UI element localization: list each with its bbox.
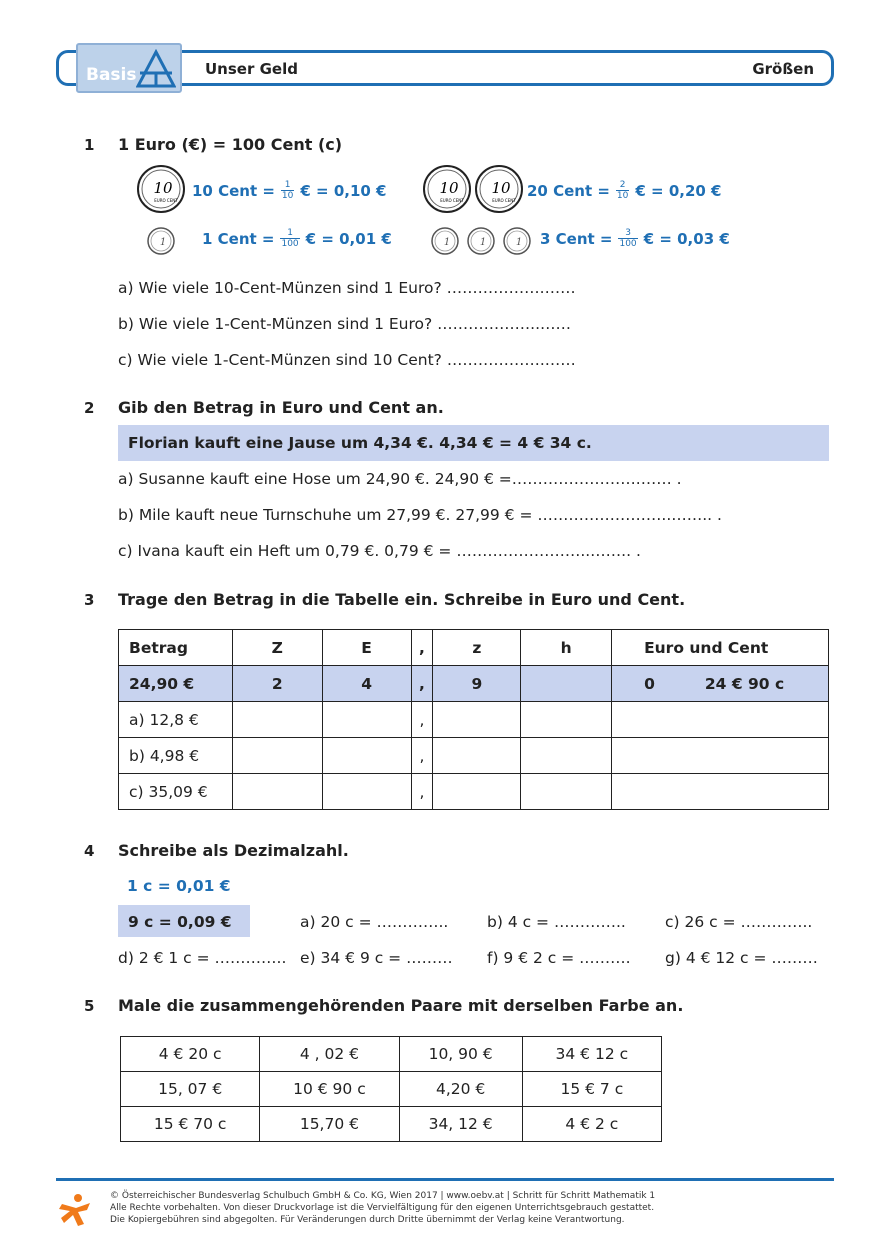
- task4-question-d: d) 2 € 1 c = …………..: [118, 949, 287, 967]
- pair-cell[interactable]: 4 , 02 €: [260, 1037, 399, 1072]
- copyright-line: © Österreichischer Bundesverlag Schulbuch GmbH & Co. KG, Wien 2017 | www.oebv.at | Schritt für Schritt Mathematik 1: [110, 1191, 656, 1201]
- table-row: [121, 1037, 662, 1072]
- copyright-line: Die Kopiergebühren sind abgegolten. Für Veränderungen durch Dritte übernimmt der Verlag keine Verantwortung.: [110, 1215, 625, 1225]
- answer-cell[interactable]: [612, 738, 829, 774]
- table-row: [119, 774, 829, 810]
- equation-1-cent: 1 Cent = $\frac{1}{100}$ € = 0,01 €: [202, 228, 392, 249]
- header-cell: z: [433, 630, 521, 666]
- pair-cell[interactable]: 10 € 90 c: [260, 1072, 399, 1107]
- answer-cell[interactable]: [322, 738, 411, 774]
- svg-text:10: 10: [439, 179, 459, 197]
- place-value-table: [118, 629, 829, 810]
- pair-cell[interactable]: 4 € 20 c: [121, 1037, 260, 1072]
- task-title: Male die zusammengehörenden Paare mit derselben Farbe an.: [118, 996, 684, 1015]
- task-title: Trage den Betrag in die Tabelle ein. Schreibe in Euro und Cent.: [118, 590, 686, 609]
- pair-cell[interactable]: 15 € 70 c: [121, 1107, 260, 1142]
- matching-pairs-table: [120, 1036, 662, 1142]
- logo-text: Basis: [86, 65, 137, 85]
- svg-text:1: 1: [159, 237, 167, 248]
- task-number: 1: [84, 136, 95, 154]
- answer-cell[interactable]: [232, 702, 322, 738]
- task-title: Schreibe als Dezimalzahl.: [118, 841, 349, 860]
- header-cell: Euro und Cent: [612, 630, 829, 666]
- triangle-icon: [136, 49, 176, 89]
- coin-10-cent-icon: [136, 164, 186, 214]
- copyright-line: Alle Rechte vorbehalten. Von dieser Druckvorlage ist die Vervielfältigung für den eigenen Unterrichtsgebrauch gestattet.: [110, 1203, 655, 1213]
- answer-cell[interactable]: [521, 774, 612, 810]
- task2-question-b: b) Mile kauft neue Turnschuhe um 27,99 €. 27,99 € = ……………………..…….. .: [118, 506, 722, 524]
- table-cell: a) 12,8 €: [119, 702, 233, 738]
- table-row: [119, 702, 829, 738]
- task4-question-c: c) 26 c = …………..: [665, 913, 813, 931]
- table-example-row: [119, 666, 829, 702]
- task-number: 4: [84, 842, 95, 860]
- svg-text:10: 10: [153, 179, 173, 197]
- answer-cell[interactable]: [521, 738, 612, 774]
- header-cell: Betrag: [119, 630, 233, 666]
- table-cell: 4: [322, 666, 411, 702]
- svg-text:EURO CENT: EURO CENT: [440, 198, 464, 203]
- task4-question-b: b) 4 c = …………..: [487, 913, 626, 931]
- header-cell: Z: [232, 630, 322, 666]
- task2-example: Florian kauft eine Jause um 4,34 €. 4,34 € = 4 € 34 c.: [128, 434, 592, 452]
- svg-text:1: 1: [479, 237, 487, 248]
- pair-cell[interactable]: 10, 90 €: [399, 1037, 522, 1072]
- task-number: 3: [84, 591, 95, 609]
- table-cell: c) 35,09 €: [119, 774, 233, 810]
- task4-question-a: a) 20 c = …………..: [300, 913, 449, 931]
- table-row: [121, 1072, 662, 1107]
- table-cell: ,: [411, 666, 433, 702]
- table-cell: [521, 666, 612, 702]
- coin-1-cent-icon: [146, 226, 176, 256]
- header-cell: E: [322, 630, 411, 666]
- answer-cell[interactable]: [433, 738, 521, 774]
- task-title: Gib den Betrag in Euro und Cent an.: [118, 398, 444, 417]
- table-header-row: [119, 630, 829, 666]
- task2-question-c: c) Ivana kauft ein Heft um 0,79 €. 0,79 € = ……………………..…….. .: [118, 542, 641, 560]
- svg-text:EURO CENT: EURO CENT: [492, 198, 516, 203]
- table-cell: b) 4,98 €: [119, 738, 233, 774]
- pair-cell[interactable]: 15, 07 €: [121, 1072, 260, 1107]
- svg-text:1: 1: [515, 237, 523, 248]
- answer-cell[interactable]: [322, 774, 411, 810]
- pair-cell[interactable]: 15 € 7 c: [522, 1072, 661, 1107]
- table-cell: 24,90 €: [119, 666, 233, 702]
- task4-question-e: e) 34 € 9 c = ………: [300, 949, 453, 967]
- task-title: 1 Euro (€) = 100 Cent (c): [118, 135, 343, 154]
- answer-cell[interactable]: [433, 774, 521, 810]
- table-cell: 0 24 € 90 c: [612, 666, 829, 702]
- answer-cell[interactable]: [322, 702, 411, 738]
- pair-cell[interactable]: 4,20 €: [399, 1072, 522, 1107]
- svg-text:10: 10: [491, 179, 511, 197]
- table-cell: ,: [411, 702, 433, 738]
- coin-1-cent-icon: [466, 226, 496, 256]
- header-cell: ,: [411, 630, 433, 666]
- pair-cell[interactable]: 4 € 2 c: [522, 1107, 661, 1142]
- table-row: [121, 1107, 662, 1142]
- table-cell: ,: [411, 774, 433, 810]
- equation-20-cent: 20 Cent = $\frac{2}{10}$ € = 0,20 €: [527, 180, 722, 201]
- task4-rule: 1 c = 0,01 €: [127, 877, 231, 895]
- task2-question-a: a) Susanne kauft eine Hose um 24,90 €. 24,90 € =…………………….…… .: [118, 470, 682, 488]
- pair-cell[interactable]: 34 € 12 c: [522, 1037, 661, 1072]
- table-cell: 9: [433, 666, 521, 702]
- basis-logo: [76, 43, 182, 93]
- answer-cell[interactable]: [232, 774, 322, 810]
- svg-text:EURO CENT: EURO CENT: [154, 198, 178, 203]
- task1-question-b: b) Wie viele 1-Cent-Münzen sind 1 Euro? ………………..……: [118, 315, 572, 333]
- worksheet-title: Unser Geld: [205, 60, 298, 78]
- task1-question-c: c) Wie viele 1-Cent-Münzen sind 10 Cent? ……………….……: [118, 351, 576, 369]
- task1-question-a: a) Wie viele 10-Cent-Münzen sind 1 Euro? ……………….……: [118, 279, 576, 297]
- task-number: 2: [84, 399, 95, 417]
- answer-cell[interactable]: [433, 702, 521, 738]
- task4-question-g: g) 4 € 12 c = ………: [665, 949, 818, 967]
- task4-example: 9 c = 0,09 €: [128, 913, 232, 931]
- header-cell: h: [521, 630, 612, 666]
- coin-10-cent-icon: [422, 164, 472, 214]
- answer-cell[interactable]: [521, 702, 612, 738]
- answer-cell[interactable]: [232, 738, 322, 774]
- copyright-notice: [110, 1190, 655, 1226]
- task4-question-f: f) 9 € 2 c = ……….: [487, 949, 631, 967]
- coin-1-cent-icon: [502, 226, 532, 256]
- table-row: [119, 738, 829, 774]
- publisher-logo-icon: [56, 1190, 96, 1230]
- worksheet-topic: Größen: [752, 60, 814, 78]
- task-number: 5: [84, 997, 95, 1015]
- pair-cell[interactable]: 34, 12 €: [399, 1107, 522, 1142]
- answer-cell[interactable]: [612, 702, 829, 738]
- footer-divider: [56, 1178, 834, 1181]
- svg-text:1: 1: [443, 237, 451, 248]
- table-cell: 2: [232, 666, 322, 702]
- equation-10-cent: 10 Cent = $\frac{1}{10}$ € = 0,10 €: [192, 180, 387, 201]
- table-cell: ,: [411, 738, 433, 774]
- equation-3-cent: 3 Cent = $\frac{3}{100}$ € = 0,03 €: [540, 228, 730, 249]
- coin-10-cent-icon: [474, 164, 524, 214]
- pair-cell[interactable]: 15,70 €: [260, 1107, 399, 1142]
- coin-1-cent-icon: [430, 226, 460, 256]
- answer-cell[interactable]: [612, 774, 829, 810]
